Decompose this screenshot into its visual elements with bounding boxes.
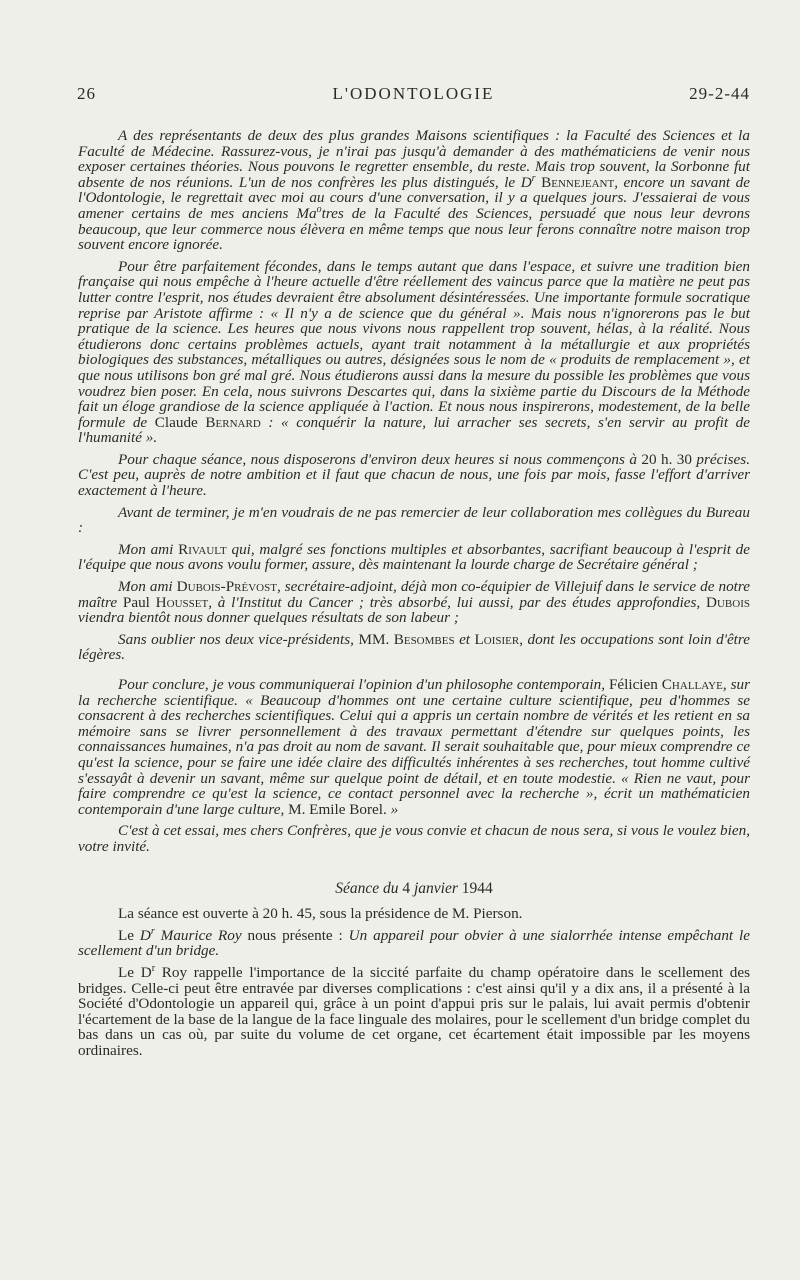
minutes-paragraph-1: La séance est ouverte à 20 h. 45, sous la présidence de M. Pierson.: [118, 905, 523, 923]
running-header: [77, 84, 750, 108]
journal-title: L'ODONTOLOGIE: [332, 84, 495, 103]
person-name: Bennejeant: [541, 173, 615, 191]
minutes-paragraph-3: Le $D^r$ Roy rappelle l'importance de la siccité parfaite du champ opératoire dans le scellement des bridges. Celle-ci peut être entravée par diverses complications : c'est ainsi qu'il y a dix ans, il a présenté à la Société d'Odontologie un appareil qui, grâce à un point d'appui pris sur le palais, lui avait permis d'obtenir l'écartement de la base de la langue de la face linguale des molaires, pour le scellement d'un bridge complet du bas dans un cas où, par suite du volume de cet organe, cet écartement était impossible par les moyens ordinaires.: [78, 962, 750, 1059]
person-name: Bernard: [205, 413, 261, 431]
person-name: Maurice Roy: [154, 926, 242, 944]
paragraph-1: A des représentants de deux des plus grandes Maisons scientifiques : la Faculté des Sciences et la Faculté de Médecine. Rassurez-vous, je n'irai pas jusqu'à demander à des mathématiciens de venir nous exposer certaines théories. Nous pouvons le regretter ensemble, du reste. Mais trop souvent, la Sorbonne fut absente de nos réunions. L'un de nos confrères les plus distingués, le $D^r$ Bennejeant, encore un savant de l'Odontologie, le regrettait avec moi au cours d'une conversation, il y a quelques jours. J'essaierai de vous amener certains de mes anciens Ma$^o$tres de la Faculté des Sciences, persuadé que nous leur devrons beaucoup, que leur commerce nous élèvera en même temps que nous leur ferons connaître notre maison trop souvent encore ignorée.: [78, 127, 751, 254]
paragraph-5: Mon ami Rivault qui, malgré ses fonctions multiples et absorbantes, sacrifiant beaucoup à l'esprit de l'équipe que nous avons voulu former, assure, dès maintenant la lourde charge de Secrétaire général ;: [78, 540, 751, 574]
person-name: Rivault: [178, 540, 227, 558]
person-name: Dubois-Prévost: [176, 578, 277, 596]
paragraph-6: Mon ami Dubois-Prévost, secrétaire-adjoint, déjà mon co-équipier de Villejuif dans le service de notre maître Paul Housset, à l'Institut du Cancer ; très absorbé, lui aussi, par des études approfondies, Dubois viendra bientôt nous donner quelques résultats de son labeur ;: [78, 578, 750, 627]
article-body: [78, 128, 750, 1064]
person-name: Housset: [155, 593, 209, 611]
page-number: 26: [77, 84, 96, 103]
issue-date: 29-2-44: [689, 84, 750, 103]
minutes-paragraph-2: Le $D^r$ Maurice Roy nous présente : Un appareil pour obvier à une sialorrhée intense empêchant le scellement d'un bridge.: [78, 925, 750, 960]
paragraph-9: C'est à cet essai, mes chers Confrères, que je vous convie et chacun de nous sera, si vous le voulez bien, votre invité.: [78, 822, 750, 855]
paragraph-3: Pour chaque séance, nous disposerons d'environ deux heures si nous commençons à 20 h. 30 précises. C'est peu, auprès de notre ambition et il faut que chacun de nous, une fois par mois, fasse l'effort d'arriver exactement à l'heure.: [78, 450, 750, 500]
session-heading: Séance du 4 janvier 1944: [335, 879, 493, 897]
person-name: Besombes: [393, 630, 455, 648]
person-name: Loisier: [474, 630, 520, 648]
paragraph-7: Sans oublier nos deux vice-présidents, MM. Besombes et Loisier, dont les occupations sont loin d'être légères.: [78, 630, 750, 664]
paragraph-8: Pour conclure, je vous communiquerai l'opinion d'un philosophe contemporain, Félicien Challaye, sur la recherche scientifique. « Beaucoup d'hommes ont une certaine culture scientifique, peu d'hommes se consacrent à des recherches scientifiques. Celui qui a appris un certain nombre de vérités et les retient en sa mémoire sans se livrer personnellement à des travaux permettant d'étendre sur quelques points, les connaissances humaines, n'a pas droit au nom de savant. Il serait souhaitable que, pour mieux comprendre ce qu'est la science, pour se faire une idée claire des difficultés inhérentes à ses recherches, tout homme cultivé s'essayât à devenir un savant, même sur quelque point de détail, et en toute modestie. « Rien ne vaut, pour faire comprendre ce qu'est la science, ce contact personnel avec la recherche », écrit un mathématicien contemporain d'une large culture, M. Emile Borel. »: [78, 676, 750, 818]
communication-title: Un appareil pour obvier à une sialorrhée intense empêchant le scellement d'un bridge.: [78, 926, 750, 960]
paragraph-2: Pour être parfaitement fécondes, dans le temps autant que dans l'espace, et suivre une tradition bien française qui nous empêche à l'heure actuelle d'être réellement des vaincus parce que la matière ne peut pas lutter contre l'esprit, nos études devraient être absolument désintéressées. Une importante formule socratique reprise par Aristote affirme : « Il n'y a de science que du général ». Mais nous n'ignorerons pas le but pratique de la science. Les heures que nous vivons nous rappellent trop souvent, hélas, à la réalité. Nous étudierons donc certains problèmes actuels, ayant trait notamment à la métallurgie et aux propriétés biologiques des substances, métalliques ou autres, désignées sous le nom de « produits de remplacement », et que nous utilisons bon gré mal gré. Nous étudierons aussi dans la mesure du possible les problèmes que vous voudrez bien poser. En cela, nous suivrons Descartes qui, dans la sixième partie du Discours de la Méthode fait un éloge grandiose de la science appliquée à l'action. Et nous nous inspirerons, modestement, de la belle formule de Claude Bernard : « conquérir la nature, lui arracher ses secrets, s'en servir au profit de l'humanité ».: [78, 257, 750, 447]
person-name: Dubois: [706, 593, 750, 611]
person-name: Challaye: [661, 676, 723, 693]
paragraph-4: Avant de terminer, je m'en voudrais de ne pas remercier de leur collaboration mes collègues du Bureau :: [78, 503, 750, 537]
